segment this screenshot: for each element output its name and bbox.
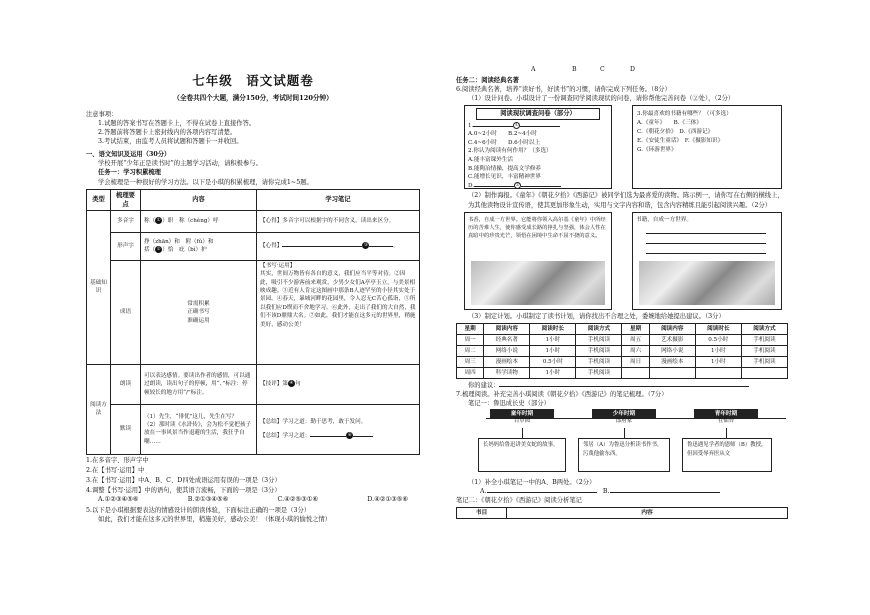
polyphone-content: 称（①）职 称（chèng）呼: [141, 210, 257, 232]
schedule-header: 阅读内容: [649, 323, 695, 334]
similar-content: 挣（zhān）和 附（fǔ）和 括（②）恰 庇（bì）护: [141, 232, 257, 260]
poster-left: [464, 212, 612, 310]
task1-intro: 学会梳理是一种很好的学习方法。以下是小琪的积累梳理，请你完成1~5题。: [98, 178, 313, 186]
question-2: 2.在【书写·运用】中: [86, 467, 145, 475]
schedule-header: 阅读时长: [695, 323, 741, 334]
idiom-label: 成语: [111, 260, 141, 364]
reading2-label: 默读: [111, 404, 141, 454]
note2-header-content: 内容: [507, 507, 788, 518]
poster-right: [632, 212, 782, 310]
notice: [86, 110, 420, 147]
question-4: 4.调整【书写·运用】中的语句，使其语言流畅，下面的一项是（3分）: [86, 487, 281, 495]
poster-right-text: 书籍，自成一方世界。: [636, 216, 692, 223]
similar-label: 形声字: [111, 232, 141, 260]
notice-heading: 注意事项：: [86, 110, 118, 118]
schedule-header: 星期: [622, 323, 649, 334]
flow-box-youth: 邻居（A）为鲁迅分析读书作书，污蔑他偷东西。: [578, 438, 670, 472]
survey-q1-cd: C.4~6小时 D.6小时以上: [468, 139, 541, 146]
survey-q2-b: B.能陶冶情操，提高文学修养: [468, 165, 542, 172]
letter-c: C: [600, 66, 605, 73]
flow-header-childhood: 童年时期: [490, 409, 554, 419]
task2-heading: 任务二：阅读经典名著: [456, 77, 519, 84]
header-type: 类型: [87, 189, 111, 210]
survey-q1-ab: A.0~2小时 B.2~4小时: [468, 131, 537, 138]
flowchart: [456, 408, 788, 478]
schedule-header: 阅读内容: [484, 323, 530, 334]
notes-table: [86, 189, 420, 455]
poster-area: [456, 212, 788, 312]
survey-q2-c: C.能增长见识，丰富精神世界: [468, 174, 541, 181]
question-5: 5.以下是小琪根据要表达的情感设计的朗读体验，下面标注正确的一项是（3分）: [86, 506, 311, 514]
reading2-note: 【总结】学习之道：勤于思考，敢于发问。 【总结】学习之道： ⑥: [257, 404, 420, 454]
survey-q2: 2.你认为阅读有何作用？（多选）: [468, 148, 552, 155]
q6-2: （2）制作海报。《童年》《朝花夕拾》《西游记》被同学们选为最喜爱的读物。陈示例一，请你写在右侧的横线上，为其他读物设计宣传语，使其更加形象生动，实用与文字内容和谐，包含内容精练且能引起阅读兴趣。（2分）: [468, 192, 784, 209]
poster-left-image: [471, 261, 605, 305]
note2-header-book: 书目: [457, 507, 507, 518]
reading1-content: 可以表达感情。要读出作者的感情，可以通过朗读，读出句子的停顿，用“、”标注：停顿较长的地方用“/”标注。: [141, 364, 257, 404]
q4-option-d[interactable]: D.④②①③⑤⑥: [367, 496, 408, 504]
poster-right-image: [639, 261, 775, 305]
flow-sub-childhood: 百草园: [513, 418, 531, 425]
schedule-header: 阅读方式: [576, 323, 622, 334]
question-6: 6.阅读经典名著，培养“读好书，好读书”的习惯，请你完成下列任务。（8分）: [456, 86, 671, 94]
question-7: 7.梳理阅读。补充完善小琪阅读《朝花夕拾》《西游记》的笔记梳理。（7分）: [456, 390, 668, 398]
type-basic: 基础知识: [87, 210, 111, 364]
right-column: [456, 0, 788, 615]
page-subtitle: （全卷共四个大题，满分150分，考试时间120分钟）: [173, 94, 333, 103]
header-content: 内容: [141, 189, 257, 210]
reading1-note: 【技评】第④句: [257, 364, 420, 404]
table-row: 周三 漫画绘本 0.5小时 手机阅读 周日 漫画绘本 1小时 手机阅读: [457, 356, 788, 367]
flow-sub-youth: 郎府家: [615, 418, 633, 425]
survey-box-right: [632, 105, 782, 189]
question-1: 1.在多音字、形声字中: [86, 456, 149, 464]
polyphone-note: 【心得】多音字可以根据字的不同含义，读出来区分。: [257, 210, 420, 232]
survey-q2-a: A.能丰富课外生活: [468, 157, 513, 164]
flow-header-youth: 少年时期: [592, 409, 656, 419]
idiom-content: 常需积累 正确书写 准确运用: [141, 260, 257, 364]
note1-heading: 笔记一：鲁迅成长史（部分）: [468, 400, 550, 407]
letter-a: A: [531, 66, 536, 73]
q4-options: [86, 495, 420, 504]
flow-header-adult: 青年时期: [694, 409, 758, 419]
survey-q1: 1. ①: [468, 122, 608, 131]
table-row: 周一 经典名著 1小时 手机阅读 周五 艺术摄影 0.5小时 手机阅读: [457, 334, 788, 345]
polyphone-label: 多音字: [111, 210, 141, 232]
survey-title: 阅读现状调查问卷（部分）: [476, 108, 600, 119]
section1-heading: 一、语文知识及运用（30分）: [86, 151, 171, 159]
letter-b: B: [572, 66, 577, 73]
q6-3: （3）制定计划。小琪制定了读书计划，请你找出不合理之处，委婉地给她提出建议。（3分）: [468, 312, 725, 320]
survey-q3-ab: A.《童年》 B.《三体》: [637, 120, 702, 127]
q7-1: （1）补全小琪笔记一中的A、B两处。（2分）: [468, 479, 596, 487]
q4-option-c[interactable]: C.④②⑤③①⑥: [277, 496, 318, 504]
survey-q3-cd: C.《朝花夕拾》 D.《西游记》: [637, 129, 714, 136]
notice-item: 3.考试结束，由监考人员将试题和答题卡一并收回。: [98, 138, 243, 146]
schedule-header: 阅读时长: [530, 323, 576, 334]
survey-area: [456, 105, 788, 191]
reading2-content: （1）先生，“俳优”这儿，先生在写？ （2）那时读《水浒传》，会为松不觉把孩子放在一事风景当作退避的生活，我狂乎自嘲……: [141, 404, 257, 454]
notice-item: 1.试题的答案书写在答题卡上，不得在试卷上直接作答。: [98, 119, 256, 127]
task1-heading: 任务一：学习积累梳理: [98, 169, 161, 177]
left-column: [86, 0, 420, 615]
flow-box-childhood: 长妈妈给鲁迅讲美女蛇的故事。: [478, 438, 566, 472]
q7-answer-line: A. B.: [456, 487, 788, 496]
q5-line: 如此，我们才能在这多元的世界里，稍施美好，感动公美！（体现小琪的愉悦之情）: [98, 515, 331, 523]
survey-q3-g: G.《环游世界》: [637, 147, 677, 154]
similar-note: 【心得】 ③ 。: [257, 232, 420, 260]
table-row: 周二 网络小说 1小时 手机阅读 周六 网络小说 1小时 手机阅读: [457, 345, 788, 356]
table-row: 周四 科学读物 1小时 手机阅读: [457, 367, 788, 378]
reading1-label: 朗读: [111, 364, 141, 404]
q4-option-a[interactable]: A.①②③④⑤⑥: [98, 496, 139, 504]
survey-box-left: [464, 105, 612, 189]
question-3: 3.在【书写·运用】中A、B、C、D四处成语运用有误的一项是（3分）: [86, 477, 281, 485]
schedule-header: 阅读方式: [741, 323, 787, 334]
survey-q2-d: D. ②: [468, 182, 608, 191]
type-reading: 阅读方法: [87, 364, 111, 454]
suggestion-line: 你的建议：: [456, 381, 788, 390]
page-title: 七年级 语文试题卷: [192, 73, 314, 88]
schedule-table: [456, 323, 788, 379]
flow-box-adult: 鲁迅遇见学者的恩师（B）教授，但因受辱弃医从文: [682, 438, 772, 472]
q4-option-b[interactable]: B.②①③④⑤⑥: [187, 496, 229, 504]
note2-table: [456, 507, 788, 519]
q6-1: （1）设计问卷。小琪设计了一份调查同学阅读现状的问卷，请你帮他完善问卷（②处），（2分）: [468, 95, 735, 103]
notice-item: 2.答题前将答题卡上密封线内的各项内容写清楚。: [98, 128, 237, 136]
section1-intro: 学校开展“少年正是读书时”的主题学习活动，请积极参与。: [98, 160, 262, 168]
schedule-header: 星期: [457, 323, 484, 334]
header-notes: 学习笔记: [257, 189, 420, 210]
header-points: 梳理要点: [111, 189, 141, 210]
flow-sub-adult: 在仙台: [717, 418, 735, 425]
note2-heading: 笔记二：《朝花夕拾》《西游记》阅读分析笔记: [456, 497, 582, 505]
survey-q3: 3.你最喜欢的书籍有哪些？（可多选）: [637, 111, 732, 118]
idiom-note: 【书写·运用】 其实，世间万物皆有各自的意义，我们应当平等对待。②因此，吸引不少游客前来观赏，少男少女们A亭亭玉立，与美景相映成趣。③近有人肯定这图画中那条B人迹罕至的小径其实处于景园。④春天，暴城河畔的花园里，令人忍无C苦心孤诣，⑤所以我们应D锲而不舍地学习。⑥此外，走出了我们的大自然，我们不该D鼎鼎大名。⑦如此，我们才能在这多元的世界里，稍施美好，感动公美！: [257, 260, 420, 364]
poster-left-text: 书香，自成一方世界。它能将你领入高尔基《童年》中所经历的苦难人生，使你感受成长路的挣扎与坚强，体会人性在真暗中的珍贵光芒，领悟在困境中生命不屈不挠的意义。: [468, 216, 606, 240]
survey-q3-ef: E.《安徒生童话》 F.《摄影知识》: [637, 138, 724, 145]
letter-d: D: [630, 66, 635, 73]
